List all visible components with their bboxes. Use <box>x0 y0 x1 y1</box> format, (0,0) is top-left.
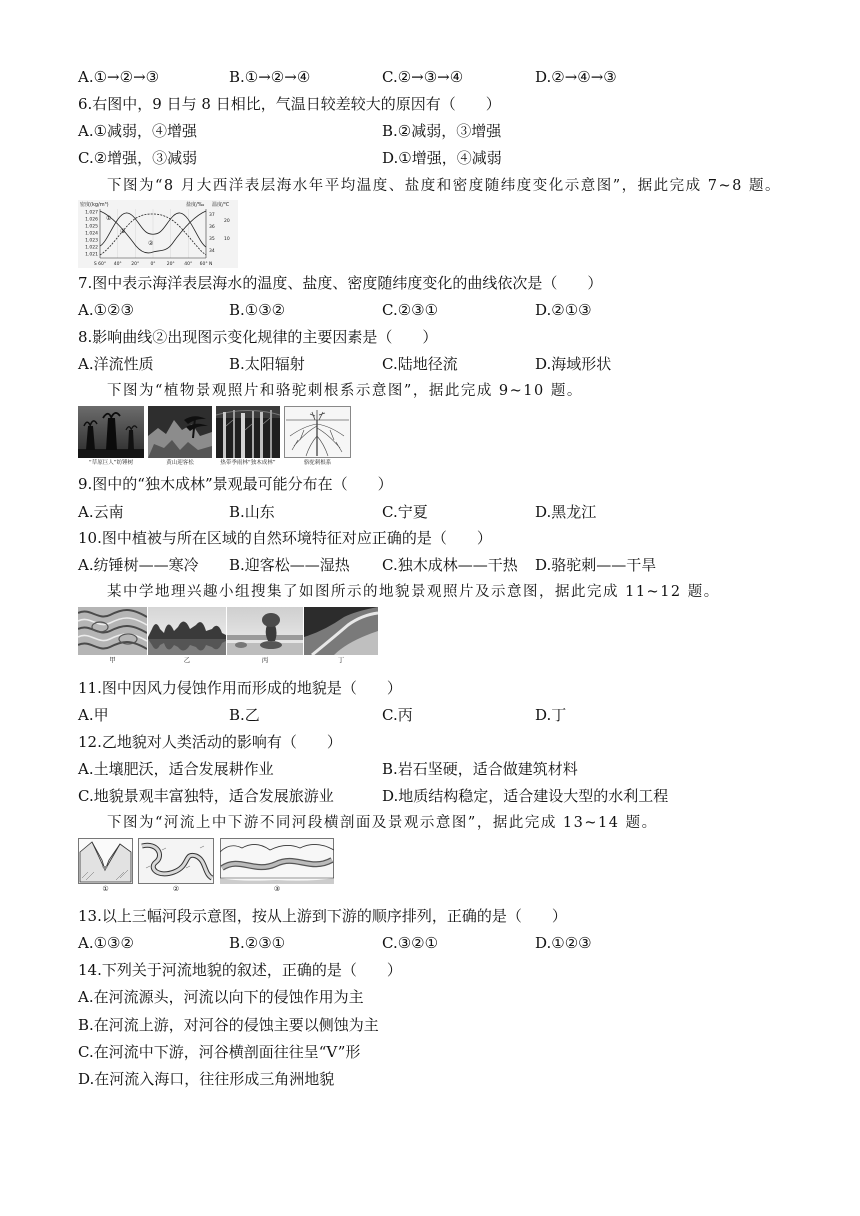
q11-option-b: B.乙 <box>229 706 260 724</box>
latitude-tick: 0° <box>150 262 156 267</box>
q6-option-d: D.①增强，④减弱 <box>382 149 502 167</box>
baobab-photo <box>78 406 144 458</box>
q14-option-c: C.在河流中下游，河谷横剖面往往呈“V”形 <box>78 1043 361 1061</box>
q8-stem: 8.影响曲线②出现图示变化规律的主要因素是（ ） <box>78 328 438 346</box>
ocean-surface-chart <box>78 200 238 268</box>
temperature-axis-label: 温度/℃ <box>212 202 230 208</box>
q10-stem: 10.图中植被与所在区域的自然环境特征对应正确的是（ ） <box>78 529 492 547</box>
q10-option-b: B.迎客松——湿热 <box>229 556 350 574</box>
q11-option-d: D.丁 <box>535 706 567 724</box>
landform-label-jia: 甲 <box>109 656 116 664</box>
pine-caption: 黄山迎客松 <box>166 460 194 466</box>
q12-option-b: B.岩石坚硬，适合做建筑材料 <box>382 760 578 778</box>
latitude-tick: 40° <box>113 262 122 267</box>
density-tick: 1.021 <box>85 252 98 258</box>
q14-option-d: D.在河流入海口，往往形成三角洲地貌 <box>78 1070 335 1088</box>
density-tick: 1.025 <box>85 224 98 230</box>
q7-option-a: A.①②③ <box>78 301 134 319</box>
landform-label-ding: 丁 <box>337 656 345 664</box>
density-tick: 1.024 <box>85 231 98 237</box>
camel-thorn-root-diagram <box>284 406 351 458</box>
temperature-tick: 10 <box>224 237 230 242</box>
baobab-caption: “草原巨人”纺锤树 <box>88 460 134 466</box>
salinity-axis-label: 盐度/‰ <box>186 202 205 208</box>
curve-label-1: ① <box>106 215 112 222</box>
q9-stem: 9.图中的“独木成林”景观最可能分布在（ ） <box>78 475 393 493</box>
q5-option-b: B.①→②→④ <box>229 68 311 86</box>
river-label-2: ② <box>172 885 180 893</box>
rainforest-caption: 热带季雨林“独木成林” <box>220 460 276 466</box>
q9-option-b: B.山东 <box>229 503 275 521</box>
landform-label-yi: 乙 <box>183 656 191 664</box>
rainforest-photo <box>216 406 280 458</box>
salinity-tick: 35 <box>209 237 215 242</box>
q9-option-c: C.宁夏 <box>382 503 428 521</box>
q13-option-d: D.①②③ <box>535 934 592 952</box>
landform-yi-photo <box>148 607 226 655</box>
q5-option-d: D.②→④→③ <box>535 68 617 86</box>
q9-option-a: A.云南 <box>78 503 124 521</box>
q11-stem: 11.图中因风力侵蚀作用而形成的地貌是（ ） <box>78 679 402 697</box>
landform-bing-photo <box>227 607 303 655</box>
landform-label-bing: 丙 <box>261 656 269 664</box>
q14-stem: 14.下列关于河流地貌的叙述，正确的是（ ） <box>78 961 402 979</box>
q5-option-c: C.②→③→④ <box>382 68 464 86</box>
q13-option-c: C.③②① <box>382 934 439 952</box>
q10-option-d: D.骆驼刺——干旱 <box>535 556 657 574</box>
intro-9-10: 下图为“植物景观照片和骆驼刺根系示意图”，据此完成 9~10 题。 <box>107 383 583 399</box>
latitude-tick: 40° <box>184 262 193 267</box>
q12-stem: 12.乙地貌对人类活动的影响有（ ） <box>78 733 342 751</box>
q14-option-a: A.在河流源头，河流以向下的侵蚀作用为主 <box>78 988 364 1006</box>
q6-option-c: C.②增强，③减弱 <box>78 149 198 167</box>
q6-option-b: B.②减弱，③增强 <box>382 122 502 140</box>
salinity-tick: 37 <box>209 213 215 218</box>
q13-stem: 13.以上三幅河段示意图，按从上游到下游的顺序排列，正确的是（ ） <box>78 907 567 925</box>
q8-option-a: A.洋流性质 <box>78 355 154 373</box>
river-middle-diagram <box>138 838 214 884</box>
landform-ding-photo <box>304 607 378 655</box>
landform-jia-photo <box>78 607 147 655</box>
density-tick: 1.026 <box>85 217 98 223</box>
camel-thorn-caption: 骆驼刺根系 <box>303 460 332 466</box>
river-label-3: ③ <box>273 885 281 893</box>
q7-stem: 7.图中表示海洋表层海水的温度、盐度、密度随纬度变化的曲线依次是（ ） <box>78 274 603 292</box>
latitude-tick: 60° N <box>199 262 213 267</box>
q5-option-a: A.①→②→③ <box>78 68 160 86</box>
q7-option-b: B.①③② <box>229 301 286 319</box>
salinity-tick: 34 <box>209 249 215 254</box>
q6-stem: 6.右图中，9 日与 8 日相比，气温日较差较大的原因有（ ） <box>78 95 501 113</box>
river-upper-diagram <box>78 838 133 884</box>
q8-option-b: B.太阳辐射 <box>229 355 305 373</box>
q11-option-a: A.甲 <box>78 706 109 724</box>
curve-label-2: ② <box>148 240 154 247</box>
intro-7-8: 下图为“8 月大西洋表层海水年平均温度、盐度和密度随纬度变化示意图”，据此完成 7~8 题。 <box>107 178 781 194</box>
q13-option-b: B.②③① <box>229 934 286 952</box>
q6-option-a: A.①减弱，④增强 <box>78 122 198 140</box>
temperature-tick: 20 <box>224 219 230 224</box>
density-tick: 1.023 <box>85 238 98 244</box>
q14-option-b: B.在河流上游，对河谷的侵蚀主要以侧蚀为主 <box>78 1016 379 1034</box>
density-tick: 1.027 <box>85 210 98 216</box>
q8-option-c: C.陆地径流 <box>382 355 458 373</box>
river-label-1: ① <box>102 885 109 893</box>
huangshan-pine-photo <box>148 406 212 458</box>
river-lower-diagram <box>220 838 334 884</box>
latitude-tick: S 60° <box>93 262 107 267</box>
landform-photos-figure <box>78 607 378 665</box>
intro-13-14: 下图为“河流上中下游不同河段横剖面及景观示意图”，据此完成 13~14 题。 <box>107 815 658 831</box>
intro-11-12: 某中学地理兴趣小组搜集了如图所示的地貌景观照片及示意图，据此完成 11~12 题。 <box>107 584 720 600</box>
q10-option-a: A.纺锤树——寒冷 <box>78 556 199 574</box>
density-axis-label: 密度(kg/m³) <box>80 202 109 208</box>
q9-option-d: D.黑龙江 <box>535 503 597 521</box>
density-tick: 1.022 <box>85 245 98 251</box>
q12-option-c: C.地貌景观丰富独特，适合发展旅游业 <box>78 787 334 805</box>
q10-option-c: C.独木成林——干热 <box>382 556 518 574</box>
q7-option-d: D.②①③ <box>535 301 592 319</box>
q12-option-d: D.地质结构稳定，适合建设大型的水利工程 <box>382 787 669 805</box>
q13-option-a: A.①③② <box>78 934 134 952</box>
plant-photos-figure <box>78 406 351 468</box>
q7-option-c: C.②③① <box>382 301 439 319</box>
ocean-chart-svg <box>78 200 238 268</box>
q8-option-d: D.海域形状 <box>535 355 612 373</box>
curve-label-3: ③ <box>120 228 126 235</box>
salinity-tick: 36 <box>209 225 215 230</box>
latitude-tick: 20° <box>166 262 175 267</box>
q12-option-a: A.土壤肥沃，适合发展耕作业 <box>78 760 274 778</box>
latitude-tick: 20° <box>131 262 140 267</box>
river-diagrams-figure <box>78 838 334 894</box>
q11-option-c: C.丙 <box>382 706 413 724</box>
